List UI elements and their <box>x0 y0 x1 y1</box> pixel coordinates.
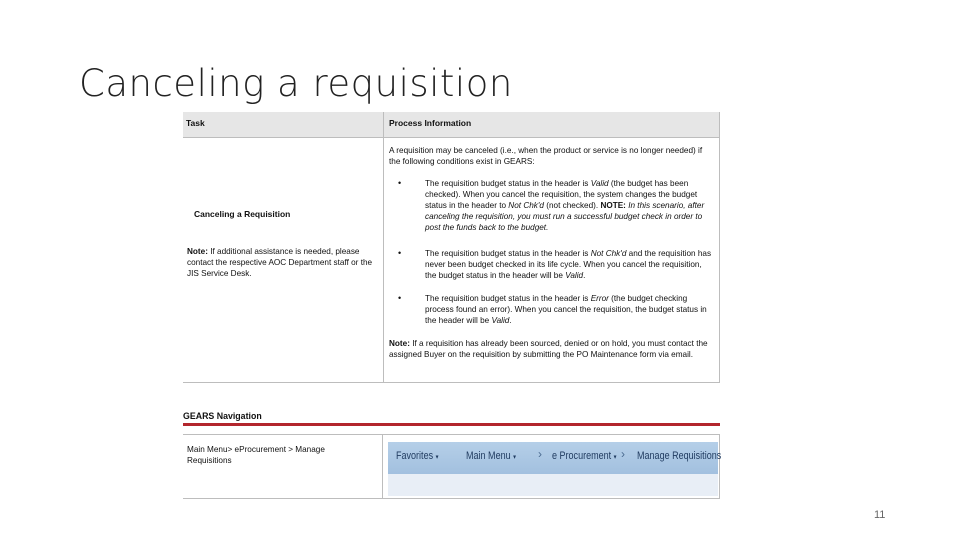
menu-eprocurement-label: e Procurement <box>552 450 612 462</box>
task-note-text: If additional assistance is needed, please contact the respective AOC Department staff or the JIS Service Desk. <box>187 247 373 278</box>
breadcrumb-separator-icon: › <box>538 447 542 461</box>
bullet-text: The requisition budget status in the header is <box>425 294 591 303</box>
menu-main-menu[interactable] <box>466 451 516 463</box>
bullet-note-label: NOTE: <box>600 201 626 210</box>
chevron-down-icon: ▾ <box>435 454 439 461</box>
column-divider <box>383 112 384 382</box>
bullet-emphasis: Valid <box>565 271 584 280</box>
menu-manage-requisitions[interactable]: Manage Requisitions <box>637 450 722 462</box>
bullet-text: . <box>583 271 586 280</box>
slide-title: Canceling a requisition <box>79 62 513 105</box>
gears-menu-bar <box>388 442 722 474</box>
process-intro: A requisition may be canceled (i.e., when the product or service is no longer needed) if the following conditions exist in GEARS: <box>389 146 703 166</box>
bullet-emphasis: Not Chk'd <box>590 249 627 258</box>
menu-favorites[interactable] <box>396 451 438 463</box>
bullet-emphasis: Not Chk'd <box>508 201 544 210</box>
bullet-emphasis: Valid <box>491 316 510 325</box>
menu-favorites-label: Favorites <box>396 450 434 462</box>
navigation-divider <box>183 423 720 426</box>
menu-bar-background <box>388 474 718 496</box>
task-note <box>187 246 381 279</box>
bullet-text: (the budget has been checked). When you cancel the requisition, the system changes the budget status in the header to <box>425 179 698 210</box>
bullet-text: (not checked). <box>544 201 601 210</box>
bullet-text: The requisition budget status in the header is <box>425 179 591 188</box>
header-process-information: Process Information <box>389 118 472 128</box>
bullet-text: The requisition budget status in the header is <box>425 249 591 258</box>
breadcrumb-separator-icon: › <box>621 447 625 461</box>
bullet-emphasis: Error <box>590 294 609 303</box>
task-note-label: Note: <box>187 247 208 256</box>
bullet-emphasis: In this scenario, after canceling the requisition, you must run a successful budget check in order to post the funds back to the budget. <box>425 201 705 232</box>
navigation-path: Main Menu> eProcurement > Manage Requisitions <box>187 445 325 465</box>
process-note-label: Note: <box>389 339 410 348</box>
process-note-text: If a requisition has already been sourced, denied or on hold, you must contact the assigned Buyer on the requisition by submitting the PO Maintenance form via email. <box>389 339 708 359</box>
navigation-table <box>183 434 720 499</box>
process-note <box>389 338 714 360</box>
bullet-emphasis: Valid <box>590 179 609 188</box>
column-divider <box>382 435 383 498</box>
table-header-row <box>183 112 719 138</box>
bullet-icon: • <box>398 293 402 303</box>
menu-eprocurement[interactable] <box>552 451 617 463</box>
page-number: 11 <box>874 509 886 521</box>
bullet-text: (the budget checking process found an error). When you cancel the requisition, the budget status in the header will be <box>425 294 707 325</box>
menu-main-menu-label: Main Menu <box>466 450 511 462</box>
bullet-icon: • <box>398 248 402 258</box>
bullet-icon: • <box>398 178 402 188</box>
header-task: Task <box>186 118 205 128</box>
bullet-text: and the requisition has never been budget checked in its life cycle. When you cancel the requisition, the budget status in the header will be <box>425 249 712 280</box>
chevron-down-icon: ▾ <box>613 454 617 461</box>
chevron-down-icon: ▾ <box>513 454 516 461</box>
task-name: Canceling a Requisition <box>194 209 291 219</box>
navigation-heading: GEARS Navigation <box>183 411 262 421</box>
task-table <box>183 112 720 383</box>
bullet-text: . <box>509 316 512 325</box>
